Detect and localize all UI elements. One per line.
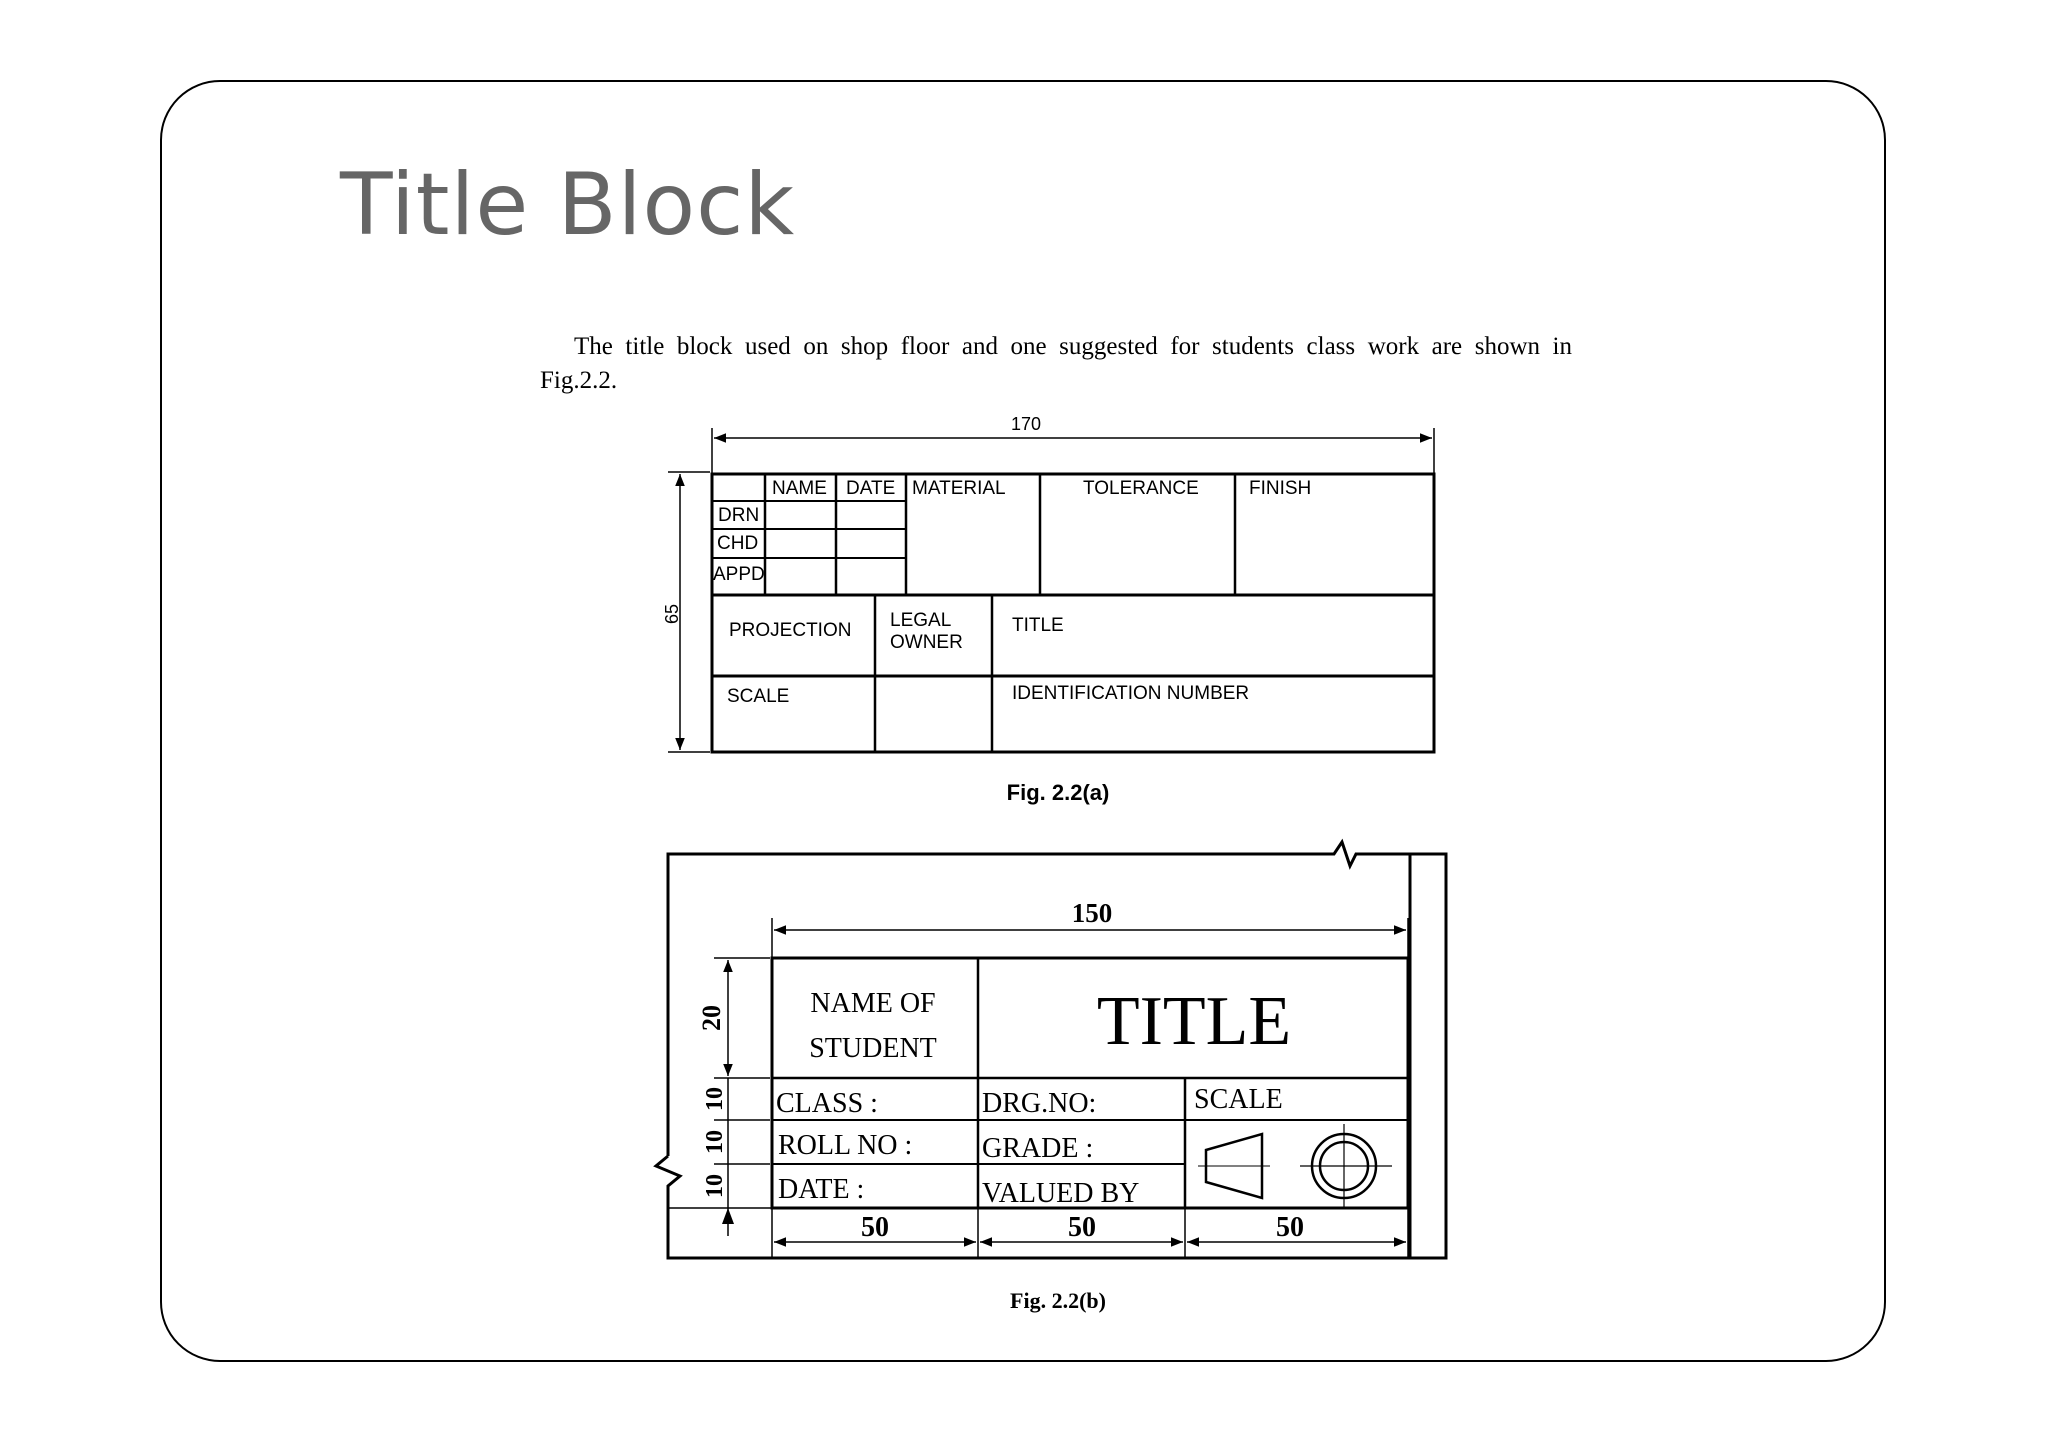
fig-a-caption: Fig. 2.2(a) <box>1006 780 1110 805</box>
fig-b-title: TITLE <box>1096 983 1292 1060</box>
fig-a-title: TITLE <box>1012 615 1064 636</box>
fig-b-scale: SCALE <box>1194 1084 1283 1115</box>
fig-a-header-date: DATE <box>846 478 896 499</box>
fig-a-projection: PROJECTION <box>729 620 852 641</box>
fig-a-header-tolerance: TOLERANCE <box>1083 478 1199 499</box>
paragraph-line-2: Fig.2.2. <box>540 367 618 394</box>
fig-a-dim-width: 170 <box>1010 414 1042 434</box>
fig-b-class: CLASS : <box>776 1088 878 1119</box>
fig-a-header-material: MATERIAL <box>912 478 1006 499</box>
fig-b-dim-10a: 10 <box>702 1087 728 1111</box>
fig-b-grade: GRADE : <box>982 1133 1094 1164</box>
fig-b-date: DATE : <box>778 1174 865 1205</box>
fig-a-legal-owner-1: LEGAL <box>890 610 952 631</box>
fig-b-dim-10c: 10 <box>702 1174 728 1198</box>
fig-a-scale: SCALE <box>727 686 790 707</box>
paragraph-line-1: The title block used on shop floor and one suggested for students class work are shown in <box>574 333 1572 360</box>
fig-a-row-drn: DRN <box>718 505 760 526</box>
fig-a-identification-number: IDENTIFICATION NUMBER <box>1012 683 1250 704</box>
fig-b-dim-10b: 10 <box>702 1130 728 1154</box>
fig-b-dim-20: 20 <box>697 1005 726 1031</box>
slide-title: Title Block <box>340 155 796 255</box>
fig-a-header-finish: FINISH <box>1249 478 1312 499</box>
fig-a-dim-height: 65 <box>662 603 682 625</box>
projection-symbol-icon <box>1198 1124 1392 1208</box>
fig-b-valued-by: VALUED BY <box>982 1178 1140 1209</box>
fig-b-name-of-1: NAME OF <box>810 988 936 1019</box>
fig-a-row-appd: APPD <box>713 564 765 585</box>
fig-b-name-of-2: STUDENT <box>809 1033 937 1064</box>
fig-b-col-50c: 50 <box>1276 1212 1304 1243</box>
fig-b-col-50b: 50 <box>1068 1212 1096 1243</box>
fig-b-roll-no: ROLL NO : <box>778 1130 913 1161</box>
fig-a-header-name: NAME <box>772 478 827 499</box>
fig-b-dim-width: 150 <box>1071 898 1113 928</box>
fig-b-drg-no: DRG.NO: <box>982 1088 1097 1119</box>
fig-a-legal-owner-2: OWNER <box>890 632 963 653</box>
fig-b-caption: Fig. 2.2(b) <box>1010 1288 1106 1313</box>
fig-b-col-50a: 50 <box>861 1212 889 1243</box>
fig-a-row-chd: CHD <box>717 533 759 554</box>
